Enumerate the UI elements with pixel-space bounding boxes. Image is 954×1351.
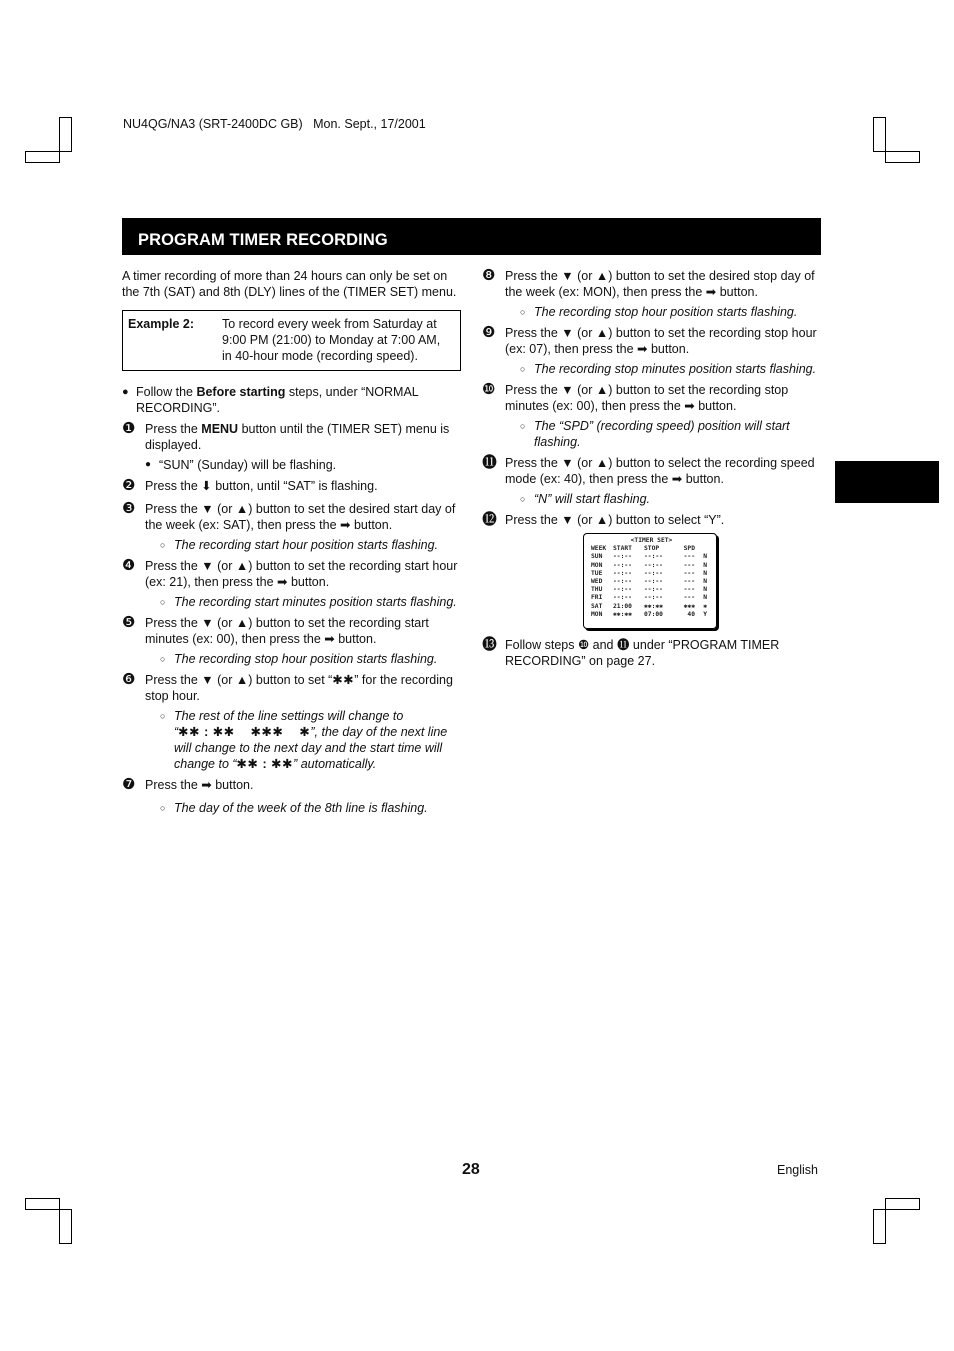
step-6 [122, 672, 460, 704]
step-text: Press the ▼ (or ▲) button to select “Y”. [505, 513, 725, 527]
step-text: Press the ▼ (or ▲) button to set the desired stop day of the week (ex: MON), then press the ➡ button. [505, 269, 815, 299]
step-number: ❻ [122, 670, 136, 688]
step-3 [122, 501, 460, 533]
circle-bullet-icon: ○ [520, 421, 526, 431]
right-column [482, 268, 820, 674]
step-10 [482, 382, 820, 414]
osd-row: FRI --:-- --:-- --- N [591, 594, 707, 602]
step-7-note: ○ The day of the week of the 8th line is flashing. [160, 801, 428, 815]
crop-mark-bl-v [59, 1209, 72, 1244]
step-text: Press the ➡ button. [145, 778, 254, 792]
step-number: ❽ [482, 266, 496, 284]
crop-mark-bl-h [25, 1198, 60, 1210]
step-9-note: ○ The recording stop minutes position starts flashing. [520, 362, 817, 376]
osd-row: THU --:-- --:-- --- N [591, 586, 707, 594]
prereq-text: Follow the Before starting steps, under “NORMAL RECORDING”. [136, 385, 419, 415]
example-text: To record every week from Saturday at 9:00 PM (21:00) to Monday at 7:00 AM, in 40-hour mode (recording speed). [222, 317, 441, 363]
step-number: ⓫ [482, 453, 498, 471]
step-number: ❷ [122, 476, 136, 494]
step-4 [122, 558, 460, 590]
step-6-note: ○ The rest of the line settings will change to “✱✱ : ✱✱ ✱✱✱ ✱”, the day of the next line will change to the next day and the start time will change to “✱✱ : ✱✱” automatically. [160, 709, 448, 771]
step-number: ❺ [122, 613, 136, 631]
step-12 [482, 512, 820, 528]
step-text: Press the ▼ (or ▲) button to set the recording stop hour (ex: 07), then press the ➡ button. [505, 326, 817, 356]
step-11-note: ○ “N” will start flashing. [520, 492, 650, 506]
step-number: ❾ [482, 323, 496, 341]
step-text: Press the ▼ (or ▲) button to set “✱✱” for the recording stop hour. [145, 673, 453, 703]
step-1-note: ● “SUN” (Sunday) will be flashing. [145, 458, 337, 472]
osd-row: SAT 21:00 ✱✱:✱✱ ✱✱✱ ✱ [591, 602, 707, 610]
crop-mark-tr-v [873, 117, 886, 152]
step-number: ⓭ [482, 635, 498, 653]
prereq-bullet [122, 384, 460, 416]
step-text: Press the ▼ (or ▲) button to select the recording speed mode (ex: 40), then press the ➡ button. [505, 456, 815, 486]
osd-row: TUE --:-- --:-- --- N [591, 569, 707, 577]
step-8-note: ○ The recording stop hour position starts flashing. [520, 305, 798, 319]
step-9 [482, 325, 820, 357]
osd-header-row: WEEK START STOP SPD [591, 545, 695, 553]
step-5 [122, 615, 460, 647]
circle-bullet-icon: ○ [160, 597, 166, 607]
step-text: Press the ▼ (or ▲) button to set the desired start day of the week (ex: SAT), then press the ➡ button. [145, 502, 456, 532]
document-code: NU4QG/NA3 (SRT-2400DC GB) Mon. Sept., 17/2001 [123, 117, 426, 131]
crop-mark-tr-h [885, 151, 920, 163]
step-number: ⓬ [482, 510, 498, 528]
step-11 [482, 455, 820, 487]
bullet-icon: ● [145, 459, 152, 470]
step-5-note: ○ The recording stop hour position starts flashing. [160, 652, 438, 666]
step-number: ❹ [122, 556, 136, 574]
step-text: Follow steps ❿ and ⓫ under “PROGRAM TIMER RECORDING” on page 27. [505, 638, 780, 668]
bullet-icon: ● [122, 386, 129, 398]
intro-paragraph: A timer recording of more than 24 hours can only be set on the 7th (SAT) and 8th (DLY) lines of the (TIMER SET) menu. [122, 269, 457, 299]
osd-row: WED --:-- --:-- --- N [591, 578, 707, 586]
step-10-note: ○ The “SPD” (recording speed) position will start flashing. [520, 419, 790, 449]
step-text: Press the ⬇ button, until “SAT” is flashing. [145, 479, 378, 493]
page-number: 28 [462, 1161, 480, 1178]
section-title: PROGRAM TIMER RECORDING [122, 218, 821, 255]
step-13 [482, 637, 820, 669]
crop-mark-br-v [873, 1209, 886, 1244]
step-4-note: ○ The recording start minutes position starts flashing. [160, 595, 457, 609]
crop-mark-tl-v [59, 117, 72, 152]
circle-bullet-icon: ○ [160, 803, 166, 813]
step-3-note: ○ The recording start hour position starts flashing. [160, 538, 439, 552]
step-1 [122, 421, 460, 453]
step-number: ❼ [122, 775, 136, 793]
crop-mark-br-h [885, 1198, 920, 1210]
language-label: English [777, 1163, 818, 1177]
osd-row: MON ✱✱:✱✱ 07:00 40 Y [591, 610, 707, 618]
crop-mark-tl-h [25, 151, 60, 163]
step-number: ❸ [122, 499, 136, 517]
circle-bullet-icon: ○ [160, 711, 166, 721]
step-text: Press the ▼ (or ▲) button to set the recording start minutes (ex: 00), then press the ➡ button. [145, 616, 429, 646]
circle-bullet-icon: ○ [160, 540, 166, 550]
section-tab [835, 461, 939, 503]
step-number: ❿ [482, 380, 496, 398]
osd-row: MON --:-- --:-- --- N [591, 561, 707, 569]
step-text: Press the ▼ (or ▲) button to set the recording start hour (ex: 21), then press the ➡ button. [145, 559, 458, 589]
step-2 [122, 478, 460, 494]
step-text: Press the MENU button until the (TIMER SET) menu is displayed. [145, 422, 450, 452]
circle-bullet-icon: ○ [520, 364, 526, 374]
step-number: ❶ [122, 419, 136, 437]
example-label: Example 2: [128, 317, 195, 331]
example-box [122, 310, 461, 371]
osd-title: <TIMER SET> [630, 537, 673, 544]
timer-set-screen [583, 533, 717, 629]
left-column [122, 268, 460, 821]
step-text: Press the ▼ (or ▲) button to set the recording stop minutes (ex: 00), then press the ➡ button. [505, 383, 789, 413]
circle-bullet-icon: ○ [520, 307, 526, 317]
step-7 [122, 777, 460, 793]
circle-bullet-icon: ○ [160, 654, 166, 664]
step-8 [482, 268, 820, 300]
osd-row: SUN --:-- --:-- --- N [591, 553, 707, 561]
circle-bullet-icon: ○ [520, 494, 526, 504]
